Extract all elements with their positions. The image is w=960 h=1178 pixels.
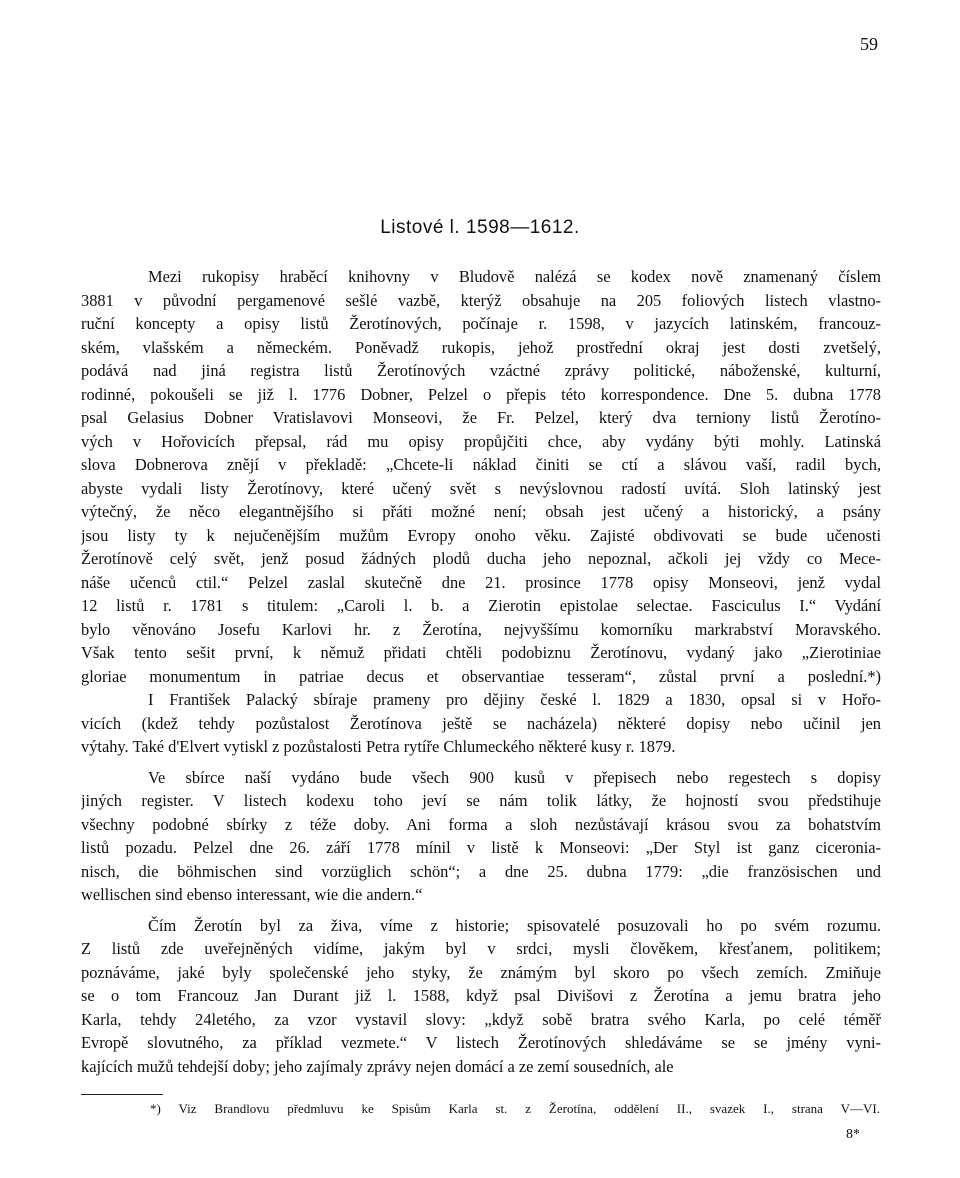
text-line: jsou listy ty k nejučenějším mužům Evropy onoho věku. Zajisté obdivovati se bude učenosti (81, 525, 881, 545)
text-line: Však tento sešit první, k němuž přidati chtěli podobiznu Žerotínovu, vydaný jako „Zierotiniae (81, 643, 881, 662)
text-line: wellischen sind ebenso interessant, wie die andern.“ (81, 885, 423, 904)
text-line: Karla, tehdy 24letého, za vzor vystavil slovy: „když sobě bratra svého Karla, po celé téměř (81, 1009, 881, 1029)
text-line: vých v Hořovicích přepsal, rád mu opisy propůjčiti chce, aby vydány býti mohly. Latinská (81, 431, 881, 451)
footnote: *) Viz Brandlovu předmluvu ke Spisům Karla st. z Žerotína, oddělení II., svazek I., strana V—VI. (150, 1101, 880, 1116)
text-line: abyste vydali listy Žerotínovy, které učený svět s nevýslovnou radostí uvítá. Sloh latinský jest (81, 478, 881, 498)
section-title: Listové l. 1598—1612. (380, 217, 580, 238)
paragraph-1 (81, 265, 881, 766)
paragraph-gap (81, 907, 881, 914)
text-line: listů pozadu. Pelzel dne 26. září 1778 mínil v listě k Monseovi: „Der Styl ist ganz ciceronia- (81, 838, 881, 857)
text-line: Čím Žerotín byl za živa, víme z historie; spisovatelé posuzovali ho po svém rozumu. (148, 915, 881, 935)
text-line: výtečný, že něco elegantnějšího si přáti možné není; obsah jest učený a historický, a psány (81, 502, 881, 521)
text-line: nisch, die böhmischen sind vorzüglich schön“; a dne 25. dubna 1779: „die französischen und (81, 861, 881, 881)
text-line: bylo věnováno Josefu Karlovi hr. z Žerotína, nejvyššímu komorníku markrabství Moravského. (81, 619, 881, 639)
text-line: slova Dobnerova znějí v překladě: „Chcete-li náklad činiti se ctí a slávou vaší, radil bych, (81, 455, 881, 474)
page-number: 59 (860, 34, 878, 54)
text-line: Ve sbírce naší vydáno bude všech 900 kusů v přepisech nebo regestech s dopisy (148, 767, 881, 787)
text-line: Mezi rukopisy hraběcí knihovny v Bludově nalézá se kodex nově znamenaný číslem (148, 267, 881, 286)
text-line: psal Gelasius Dobner Vratislavovi Monseovi, že Fr. Pelzel, který dva terniony listů Žerotíno- (81, 408, 881, 427)
text-line: jiných register. V listech kodexu toho jeví se nám tolik látky, že hojností svou předstihuje (81, 791, 881, 810)
text-line: ském, vlašském a německém. Poněvadž rukopis, jehož prostřední okraj jest dosti zvetšelý, (81, 337, 881, 357)
text-line: gloriae monumentum in patriae decus et observantiae tesseram“, zůstal první a poslední.*) (81, 666, 881, 686)
text-line: I František Palacký sbíraje prameny pro dějiny české l. 1829 a 1830, opsal si v Hořo- (148, 690, 881, 709)
text-line: výtahy. Také d'Elvert vytiskl z pozůstalosti Petra rytíře Chlumeckého některé kusy r. 1879. (81, 737, 676, 756)
text-line: Z listů zde uveřejněných vidíme, jakým byl v srdci, mysli člověkem, křesťanem, politikem; (81, 939, 881, 958)
signature-mark: 8* (846, 1127, 860, 1142)
text-line: Žerotínově celý svět, jenž posud žádných plodů ducha jeho nepoznal, ačkoli jej vždy co Mece- (81, 549, 881, 568)
text-line: 12 listů r. 1781 s titulem: „Caroli l. b. a Zierotin epistolae selectae. Fasciculus I.“ Vydání (81, 596, 881, 615)
paragraph-gap (81, 759, 881, 766)
text-line: podává nad jiná registra listů Žerotínových vzáctné zprávy politické, náboženské, kulturní, (81, 361, 881, 380)
text-line: se o tom Francouz Jan Durant již l. 1588, když psal Divišovi z Žerotína a jemu bratra jeho (81, 986, 881, 1005)
text-line: poznáváme, jaké byly společenské jeho styky, že známým byl skoro po všech zemích. Zmiňuje (81, 962, 881, 982)
text-line: vicích (kdež tehdy pozůstalost Žerotínova ještě se nacházela) některé dopisy nebo učinil jen (81, 713, 881, 733)
text-line: Evropě slovutného, za příklad vezmete.“ V listech Žerotínových shledáváme se se jmény vyni- (81, 1033, 881, 1052)
text-line: rodinné, pokoušeli se již l. 1776 Dobner, Pelzel o přepis této korrespondence. Dne 5. dubna 1778 (81, 384, 881, 404)
text-line: kajících mužů tehdejší doby; jeho zajímaly zprávy nejen domácí a ze zemí sousedních, ale (81, 1056, 674, 1076)
text-line: 3881 v původní pergamenové sešlé vazbě, kterýž obsahuje na 205 foliových listech vlastno- (81, 290, 881, 310)
footnote-divider (81, 1094, 163, 1095)
text-line: všechny podobné sbírky z téže doby. Ani forma a sloh nezůstávají krásou svou za bohatstvím (81, 814, 881, 834)
paragraph-2 (81, 766, 881, 914)
paragraph-3 (81, 914, 881, 1079)
body-text (81, 265, 881, 1078)
text-line: ruční koncepty a opisy listů Žerotínových, počínaje r. 1598, v jazycích latinském, francouz- (81, 314, 881, 333)
text-line: náše učenců ctil.“ Pelzel zaslal skutečně dne 21. prosince 1778 opisy Monseovi, jenž vydal (81, 572, 881, 592)
